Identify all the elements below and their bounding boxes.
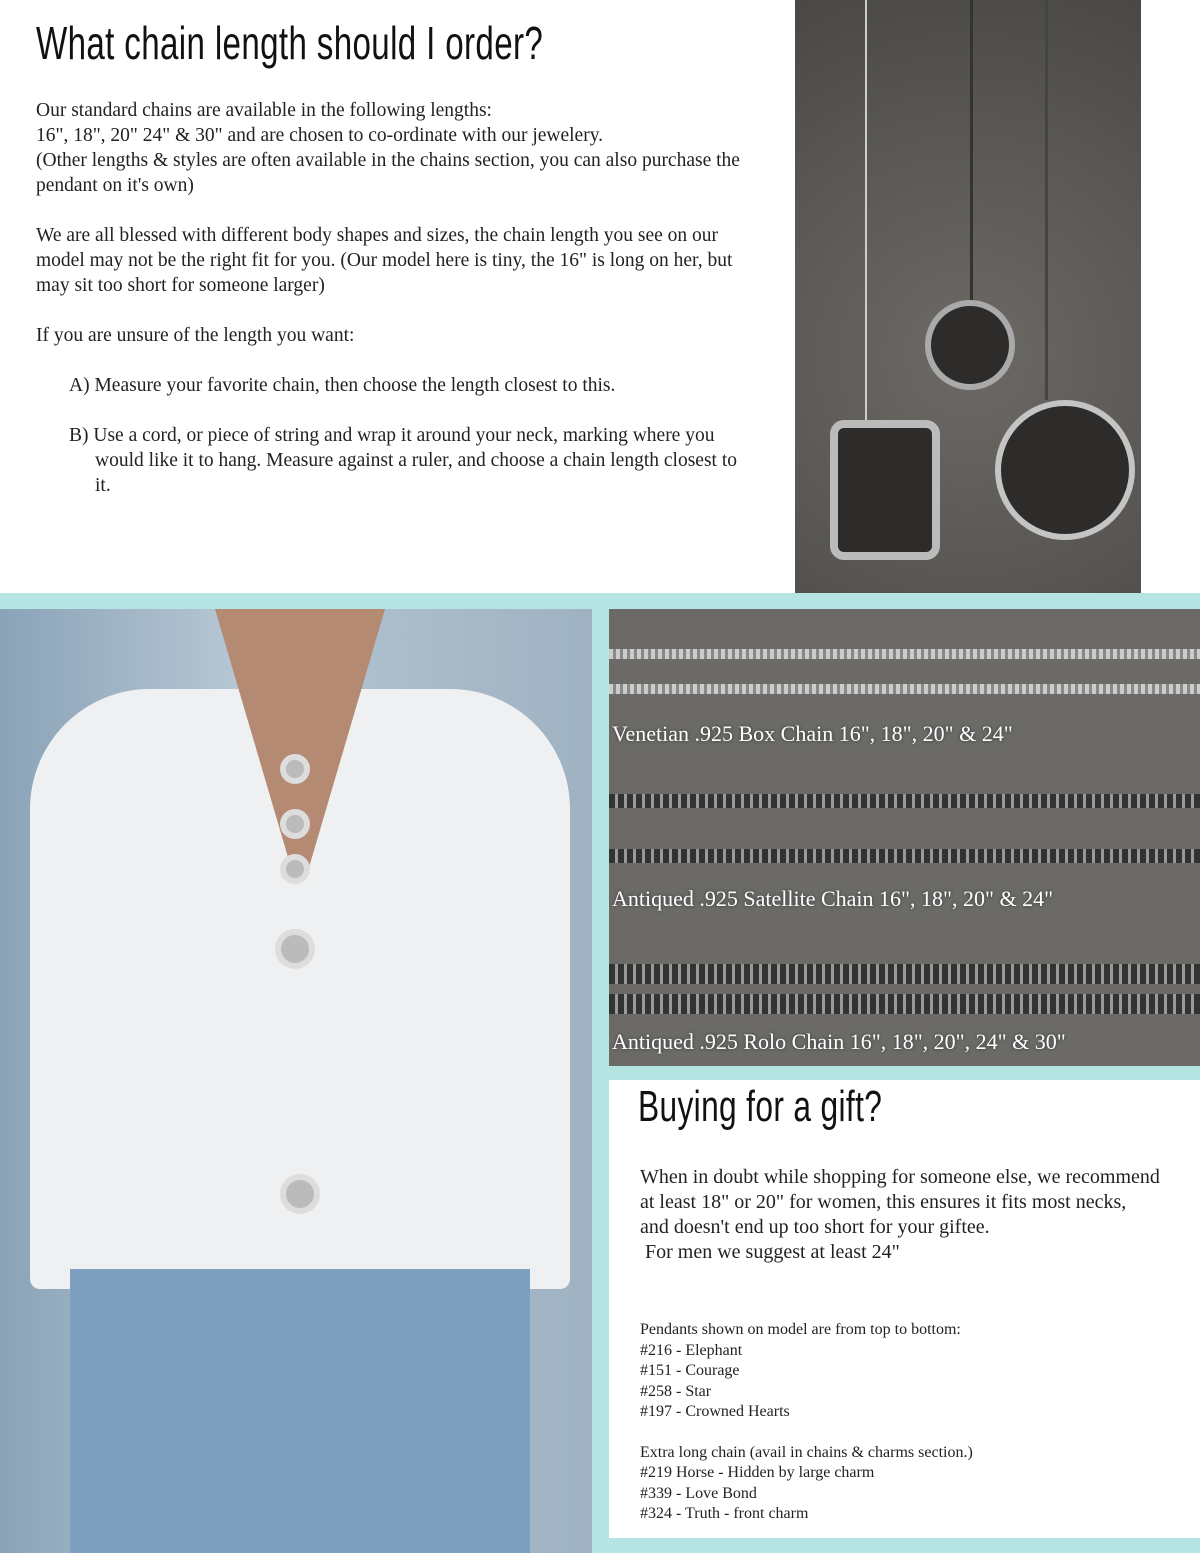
list-item: #216 - Elephant xyxy=(640,1341,743,1359)
gift-title: Buying for a gift? xyxy=(638,1082,883,1131)
unsure-paragraph: If you are unsure of the length you want: xyxy=(36,325,355,346)
option-b: B) Use a cord, or piece of string and wrap it around your neck, marking where you would like it to hang. Measure against a ruler, and choose a chain length closest to it. xyxy=(69,425,737,496)
list-item: #258 - Star xyxy=(640,1382,712,1400)
list-item: #197 - Crowned Hearts xyxy=(640,1403,790,1420)
pendants-photo xyxy=(795,0,1141,593)
gift-paragraph: When in doubt while shopping for someone else, we recommend at least 18" or 20" for women, this ensures it fits most necks, and doesn't end up too short for your giftee. xyxy=(640,1166,1160,1238)
chain-caption: Venetian .925 Box Chain 16", 18", 20" & 24" xyxy=(612,721,1013,746)
pendant-list-heading: Pendants shown on model are from top to bottom: xyxy=(640,1321,961,1338)
chain-caption: Antiqued .925 Rolo Chain 16", 18", 20", 24" & 30" xyxy=(612,1029,1066,1054)
list-item: #324 - Truth - front charm xyxy=(640,1505,809,1522)
model-photo xyxy=(0,609,592,1553)
gift-text xyxy=(640,1165,1160,1265)
list-item: #339 - Love Bond xyxy=(640,1484,757,1502)
pendant-list xyxy=(640,1320,973,1525)
chains-photo xyxy=(609,609,1200,1066)
intro-text xyxy=(36,98,756,523)
list-item: #219 Horse - Hidden by large charm xyxy=(640,1464,875,1481)
body-shapes-paragraph: We are all blessed with different body shapes and sizes, the chain length you see on our model may not be the right fit for you. (Our model here is tiny, the 16" is long on her, but may sit too short for someone larger) xyxy=(36,225,733,296)
intro-line: Our standard chains are available in the following lengths: xyxy=(36,100,492,121)
extra-chain-heading: Extra long chain (avail in chains & charms section.) xyxy=(640,1443,973,1461)
intro-line: (Other lengths & styles are often available in the chains section, you can also purchase the pendant on it's own) xyxy=(36,150,740,196)
list-item: #151 - Courage xyxy=(640,1362,740,1379)
chain-caption: Antiqued .925 Satellite Chain 16", 18", 20" & 24" xyxy=(612,886,1054,911)
men-suggestion: For men we suggest at least 24" xyxy=(640,1241,900,1263)
intro-line: 16", 18", 20" 24" & 30" and are chosen to co-ordinate with our jewelery. xyxy=(36,125,604,146)
option-a: A) Measure your favorite chain, then choose the length closest to this. xyxy=(69,375,616,396)
page-title: What chain length should I order? xyxy=(36,17,544,69)
